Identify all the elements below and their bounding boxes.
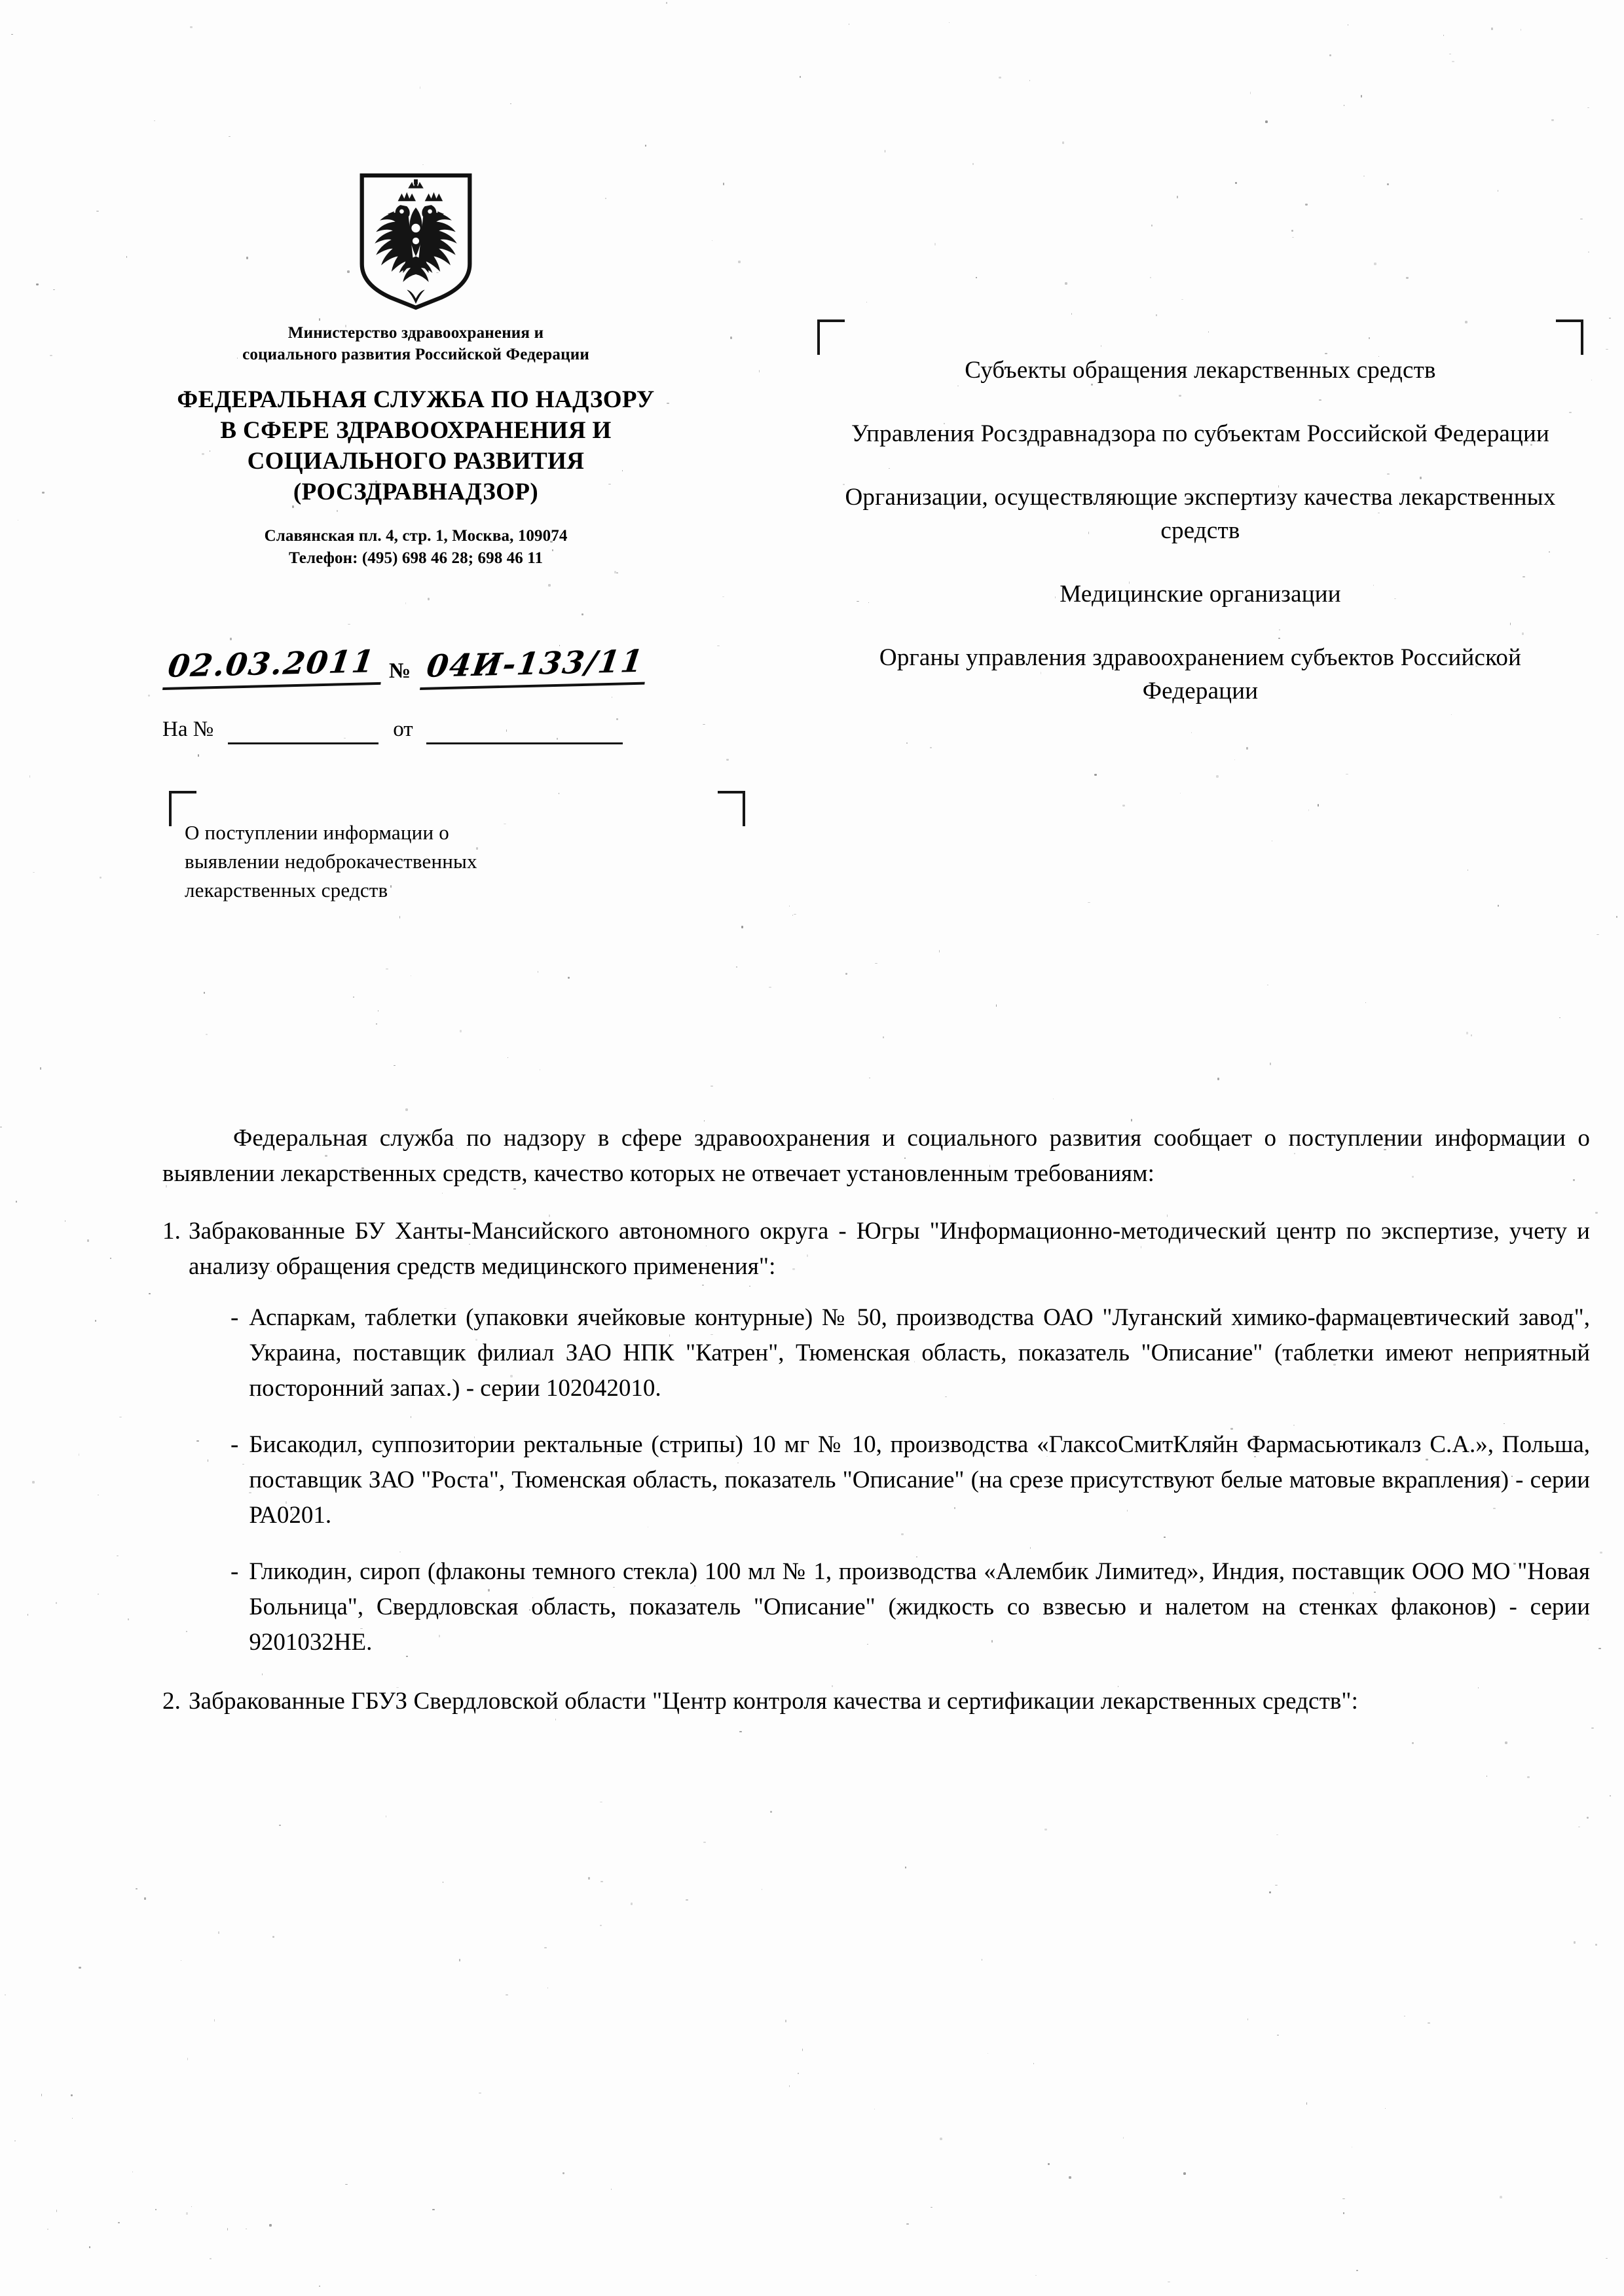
document-date-handwritten: 02.03.2011 xyxy=(162,644,386,690)
bullet-dash-icon: - xyxy=(231,1558,239,1586)
list-item xyxy=(231,1427,1590,1533)
drug-description: Аспаркам, таблетки (упаковки ячейковые контурные) № 50, производства ОАО "Луганский химико-фармацевтический завод", Украина, поставщик филиал ЗАО НПК "Катрен", Тюменская область, показатель "Описание" (таблетки имеют неприятный посторонний запах.) - серии 102042010. xyxy=(249,1304,1590,1402)
list-item xyxy=(231,1300,1590,1406)
ministry-name-line-2: социального развития Российской Федерации xyxy=(242,346,589,363)
item-heading: Забракованные БУ Ханты-Мансийского автономного округа - Югры "Информационно-методический центр по экспертизе, учету и анализу обращения средств медицинского применения": xyxy=(188,1218,1590,1281)
list-item xyxy=(231,1554,1590,1660)
item-heading: Забракованные ГБУЗ Свердловской области "Центр контроля качества и сертификации лекарственных средств": xyxy=(188,1688,1358,1715)
addressee-group: Организации, осуществляющие экспертизу качества лекарственных средств xyxy=(845,484,1556,545)
document-body xyxy=(162,1121,1590,1735)
drug-list xyxy=(231,1300,1590,1660)
on-reference-label: На № xyxy=(162,718,214,741)
list-item xyxy=(162,1214,1590,1285)
ministry-name-line-1: Министерство здравоохранения и xyxy=(287,324,544,342)
ministry-name xyxy=(141,322,691,365)
bullet-dash-icon: - xyxy=(231,1304,239,1332)
addressee-group: Медицинские организации xyxy=(1060,581,1341,608)
agency-name xyxy=(141,385,691,508)
agency-name-line-4: (РОСЗДРАВНАДЗОР) xyxy=(293,478,539,505)
drug-description: Гликодин, сироп (флаконы темного стекла) 100 мл № 1, производства «Алембик Лимитед», Индия, поставщик ООО МО "Новая Больница", Свердловская область, показатель "Описание" (жидкость со взвесью и налетом на стенках флаконов) - серии 9201032НЕ. xyxy=(249,1558,1590,1656)
agency-name-line-2: В СФЕРЕ ЗДРАВООХРАНЕНИЯ И xyxy=(220,416,612,444)
list-item xyxy=(162,1684,1590,1719)
date-number-row xyxy=(162,634,752,690)
subject-block xyxy=(169,791,745,911)
intro-paragraph: Федеральная служба по надзору в сфере здравоохранения и социального развития сообщает о поступлении информации о выявлении лекарственных средств, качество которых не отвечает установленным требованиям: xyxy=(162,1125,1590,1188)
subject-text xyxy=(185,818,736,905)
number-sign-label: № xyxy=(389,659,411,683)
subject-line-1: О поступлении информации о xyxy=(185,821,449,844)
subject-line-3: лекарственных средств xyxy=(185,879,388,902)
agency-name-line-1: ФЕДЕРАЛЬНАЯ СЛУЖБА ПО НАДЗОРУ xyxy=(177,386,655,413)
postal-address: Славянская пл. 4, стр. 1, Москва, 109074 xyxy=(264,526,568,545)
contact-info xyxy=(141,525,691,570)
from-date-blank-line xyxy=(426,719,623,744)
russian-coat-of-arms-icon xyxy=(352,172,480,310)
item-marker: 2. xyxy=(162,1688,181,1715)
from-label: от xyxy=(393,718,413,741)
addressee-block xyxy=(817,319,1583,718)
addressee-group: Управления Росздравнадзора по субъектам Российской Федерации xyxy=(851,420,1550,448)
item-marker: 1. xyxy=(162,1218,181,1245)
addressee-bracket-top-right-icon xyxy=(1556,319,1583,355)
incoming-reference-row xyxy=(162,718,752,744)
phone-numbers: Телефон: (495) 698 46 28; 698 46 11 xyxy=(288,549,544,568)
subject-line-2: выявлении недоброкачественных xyxy=(185,850,477,873)
bracket-top-right-icon xyxy=(718,791,745,826)
agency-name-line-3: СОЦИАЛЬНОГО РАЗВИТИЯ xyxy=(247,447,585,475)
drug-description: Бисакодил, суппозитории ректальные (стрипы) 10 мг № 10, производства «ГлаксоСмитКляйн Фармасьютикалз С.А.», Польша, поставщик ЗАО "Роста", Тюменская область, показатель "Описание" (на срезе присутствуют белые матовые вкрапления) - серии РА0201. xyxy=(249,1431,1590,1529)
bullet-dash-icon: - xyxy=(231,1431,239,1459)
addressee-bracket-top-left-icon xyxy=(817,319,845,355)
addressee-group: Субъекты обращения лекарственных средств xyxy=(965,357,1436,384)
letterhead xyxy=(141,172,691,570)
reference-block xyxy=(162,634,752,744)
bracket-top-left-icon xyxy=(169,791,196,826)
addressee-group: Органы управления здравоохранением субъектов Российской Федерации xyxy=(879,644,1522,705)
on-reference-blank-line xyxy=(228,719,378,744)
document-number-handwritten: 04И-133/11 xyxy=(420,644,650,690)
